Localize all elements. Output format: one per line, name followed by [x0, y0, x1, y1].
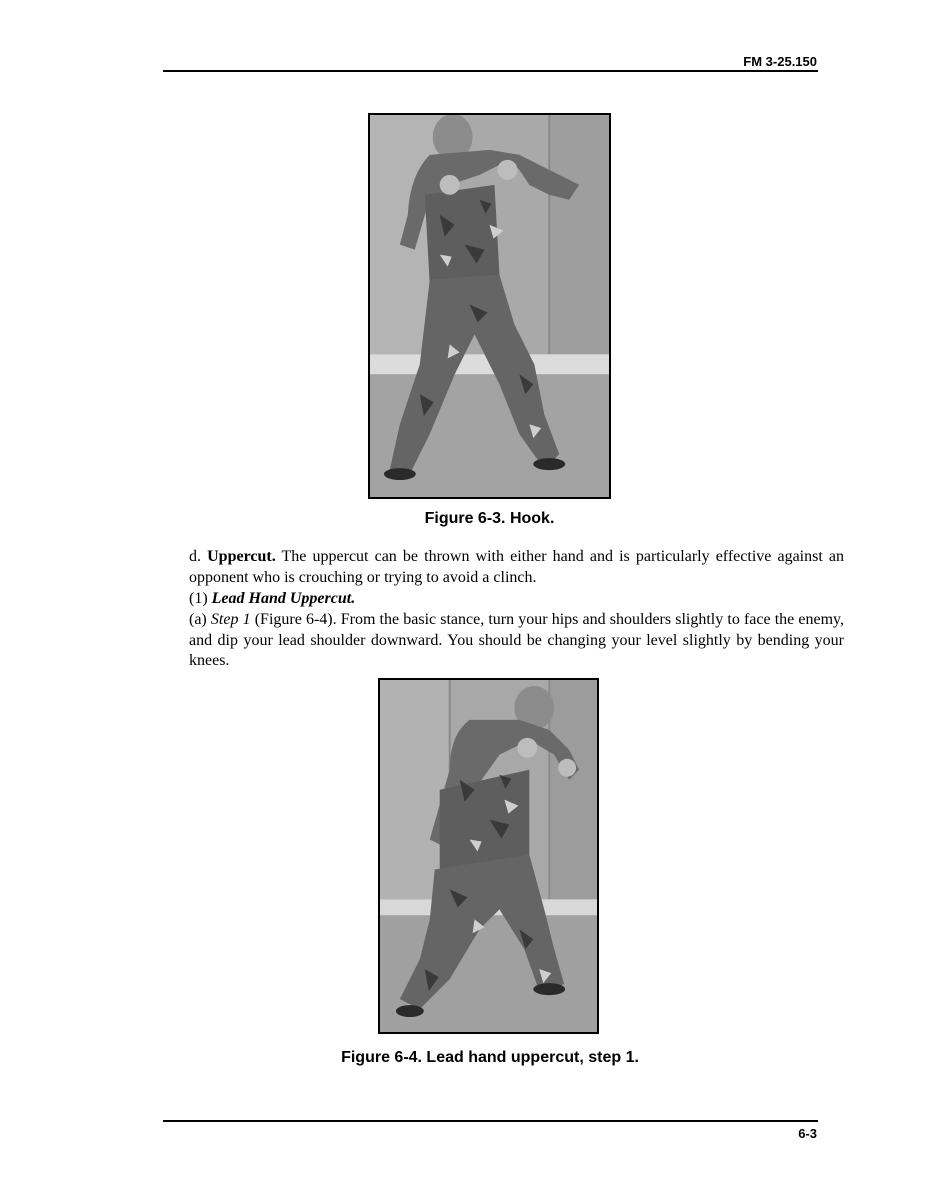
- figure-6-3-photo: [368, 113, 611, 499]
- paragraph-1-label: (1): [189, 590, 208, 607]
- paragraph-a-body: (Figure 6-4). From the basic stance, turn your hips and shoulders slightly to face the enemy, and dip your lead shoulder downward. You should be changing your level slightly by bending your knees.: [189, 611, 845, 669]
- paragraph-d: [163, 547, 844, 588]
- figure-6-4-photo: [378, 678, 599, 1034]
- figure-6-3-caption: Figure 6-3. Hook.: [424, 510, 555, 527]
- footer-rule: [163, 1120, 818, 1122]
- hook-photo-illustration: [370, 115, 609, 497]
- paragraph-a-label: (a): [189, 611, 207, 628]
- page-number: 6-3: [798, 1126, 817, 1141]
- paragraph-1-heading: Lead Hand Uppercut.: [211, 590, 356, 607]
- paragraph-a: [163, 610, 844, 672]
- header-rule: [163, 70, 818, 72]
- header-document-id: FM 3-25.150: [743, 54, 817, 69]
- paragraph-d-label: d.: [189, 548, 201, 565]
- paragraph-a-step: Step 1: [210, 611, 251, 628]
- paragraph-1: [163, 589, 844, 610]
- figure-6-4-caption: Figure 6-4. Lead hand uppercut, step 1.: [341, 1049, 639, 1066]
- paragraph-d-body: The uppercut can be thrown with either hand and is particularly effective against an opponent who is crouching or trying to avoid a clinch.: [189, 548, 844, 586]
- paragraph-d-heading: Uppercut.: [207, 548, 276, 565]
- uppercut-photo-illustration: [380, 680, 597, 1032]
